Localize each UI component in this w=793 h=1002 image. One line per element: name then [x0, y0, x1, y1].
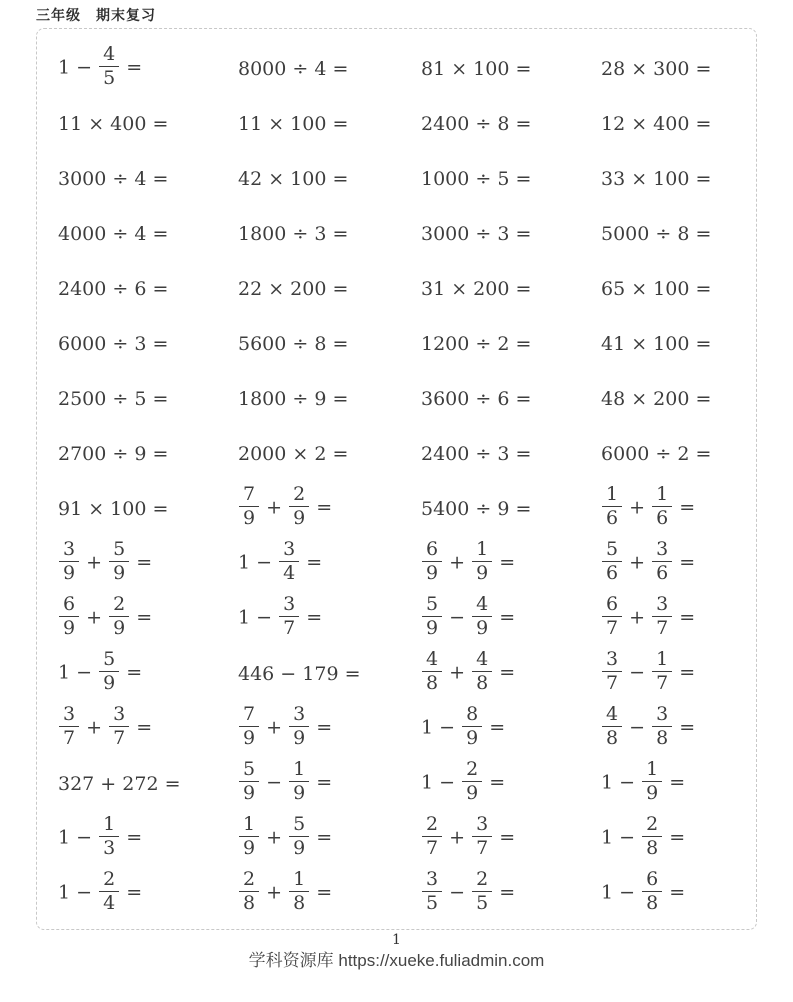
fraction: $\frac{1}{9}$: [472, 539, 492, 584]
fraction: $\frac{6}{8}$: [642, 869, 662, 914]
math-problem: 65 × 100 =: [601, 277, 712, 300]
math-problem: 22 × 200 =: [238, 277, 349, 300]
fraction: $\frac{1}{7}$: [652, 649, 672, 694]
fraction: $\frac{6}{9}$: [59, 594, 79, 639]
math-problem: 2700 ÷ 9 =: [58, 442, 169, 465]
fraction: $\frac{5}{9}$: [422, 594, 442, 639]
fraction: $\frac{3}{7}$: [59, 704, 79, 749]
math-problem: 42 × 100 =: [238, 167, 349, 190]
math-problem: 81 × 100 =: [421, 57, 532, 80]
fraction: $\frac{1}{3}$: [99, 814, 119, 859]
math-problem: 12 × 400 =: [601, 112, 712, 135]
math-problem: $\frac{3}{7}$ + $\frac{3}{7}$ =: [58, 706, 238, 751]
fraction: $\frac{1}{6}$: [602, 484, 622, 529]
fraction: $\frac{3}{9}$: [289, 704, 309, 749]
math-problem: 327 + 272 =: [58, 772, 181, 795]
math-problem: $\frac{2}{8}$ + $\frac{1}{8}$ =: [238, 871, 421, 916]
math-problem: 28 × 300 =: [601, 57, 712, 80]
math-problem: 1000 ÷ 5 =: [421, 167, 532, 190]
math-problem: 2400 ÷ 3 =: [421, 442, 532, 465]
math-problem: 1 − $\frac{3}{7}$ =: [238, 593, 323, 639]
math-problem: 4000 ÷ 4 =: [58, 222, 169, 245]
fraction: $\frac{5}{9}$: [109, 539, 129, 584]
math-problem: $\frac{2}{7}$ + $\frac{3}{7}$ =: [421, 816, 601, 861]
math-problem: 8000 ÷ 4 =: [238, 57, 349, 80]
math-problem: 1 − $\frac{1}{3}$ =: [58, 813, 143, 859]
page-footer: [0, 932, 793, 972]
math-problem: $\frac{3}{7}$ − $\frac{1}{7}$ =: [601, 651, 756, 696]
math-problem: 1 − $\frac{2}{9}$ =: [421, 758, 506, 804]
math-problem: $\frac{5}{6}$ + $\frac{3}{6}$ =: [601, 541, 756, 586]
fraction: $\frac{1}{9}$: [239, 814, 259, 859]
math-problem: 1800 ÷ 3 =: [238, 222, 349, 245]
math-problem: $\frac{7}{9}$ + $\frac{3}{9}$ =: [238, 706, 421, 751]
math-problem: $\frac{6}{7}$ + $\frac{3}{7}$ =: [601, 596, 756, 641]
page-title: 三年级 期末复习: [36, 8, 156, 24]
math-problem: $\frac{1}{9}$ + $\frac{5}{9}$ =: [238, 816, 421, 861]
math-problem: 11 × 400 =: [58, 112, 169, 135]
math-problem: 1 − $\frac{2}{8}$ =: [601, 813, 686, 859]
fraction: $\frac{2}{4}$: [99, 869, 119, 914]
math-problem: 3600 ÷ 6 =: [421, 387, 532, 410]
math-problem: 1 − $\frac{8}{9}$ =: [421, 703, 506, 749]
math-problem: 11 × 100 =: [238, 112, 349, 135]
fraction: $\frac{2}{5}$: [472, 869, 492, 914]
fraction: $\frac{5}{9}$: [239, 759, 259, 804]
math-problem: 41 × 100 =: [601, 332, 712, 355]
fraction: $\frac{3}{7}$: [472, 814, 492, 859]
math-problem: 3000 ÷ 3 =: [421, 222, 532, 245]
fraction: $\frac{4}{8}$: [422, 649, 442, 694]
source-credit: 学科资源库 https://xueke.fuliadmin.com: [248, 950, 545, 970]
math-problem: 31 × 200 =: [421, 277, 532, 300]
fraction: $\frac{3}{4}$: [279, 539, 299, 584]
fraction: $\frac{3}{5}$: [422, 869, 442, 914]
fraction: $\frac{8}{9}$: [462, 704, 482, 749]
math-problem: 2000 × 2 =: [238, 442, 349, 465]
fraction: $\frac{3}{8}$: [652, 704, 672, 749]
math-problem: 1800 ÷ 9 =: [238, 387, 349, 410]
fraction: $\frac{2}{7}$: [422, 814, 442, 859]
fraction: $\frac{3}{7}$: [109, 704, 129, 749]
fraction: $\frac{3}{7}$: [279, 594, 299, 639]
math-problem: $\frac{3}{5}$ − $\frac{2}{5}$ =: [421, 871, 601, 916]
worksheet-border-box: [36, 28, 757, 930]
fraction: $\frac{1}{9}$: [642, 759, 662, 804]
math-problem: $\frac{4}{8}$ − $\frac{3}{8}$ =: [601, 706, 756, 751]
math-problem: 1 − $\frac{6}{8}$ =: [601, 868, 686, 914]
math-problem: 33 × 100 =: [601, 167, 712, 190]
fraction: $\frac{5}{6}$: [602, 539, 622, 584]
math-problem: 91 × 100 =: [58, 497, 169, 520]
math-problem: 3000 ÷ 4 =: [58, 167, 169, 190]
fraction: $\frac{2}{9}$: [289, 484, 309, 529]
fraction: $\frac{4}{5}$: [99, 44, 119, 89]
fraction: $\frac{5}{9}$: [99, 649, 119, 694]
fraction: $\frac{4}{8}$: [472, 649, 492, 694]
math-problem: 5000 ÷ 8 =: [601, 222, 712, 245]
math-problem: 1 − $\frac{2}{4}$ =: [58, 868, 143, 914]
problems-grid: [37, 29, 756, 921]
fraction: $\frac{4}{8}$: [602, 704, 622, 749]
fraction: $\frac{1}{8}$: [289, 869, 309, 914]
fraction: $\frac{6}{9}$: [422, 539, 442, 584]
math-problem: 6000 ÷ 2 =: [601, 442, 712, 465]
math-problem: 1 − $\frac{5}{9}$ =: [58, 648, 143, 694]
math-problem: 6000 ÷ 3 =: [58, 332, 169, 355]
math-problem: 5400 ÷ 9 =: [421, 497, 532, 520]
math-problem: 2400 ÷ 6 =: [58, 277, 169, 300]
fraction: $\frac{2}{9}$: [462, 759, 482, 804]
fraction: $\frac{7}{9}$: [239, 484, 259, 529]
math-problem: 1 − $\frac{4}{5}$ =: [58, 43, 143, 89]
fraction: $\frac{3}{7}$: [602, 649, 622, 694]
math-problem: $\frac{6}{9}$ + $\frac{1}{9}$ =: [421, 541, 601, 586]
fraction: $\frac{1}{9}$: [289, 759, 309, 804]
math-problem: 1 − $\frac{1}{9}$ =: [601, 758, 686, 804]
math-problem: $\frac{5}{9}$ − $\frac{4}{9}$ =: [421, 596, 601, 641]
math-problem: 2500 ÷ 5 =: [58, 387, 169, 410]
math-problem: $\frac{5}{9}$ − $\frac{1}{9}$ =: [238, 761, 421, 806]
math-problem: $\frac{1}{6}$ + $\frac{1}{6}$ =: [601, 486, 756, 531]
fraction: $\frac{2}{8}$: [239, 869, 259, 914]
math-problem: 5600 ÷ 8 =: [238, 332, 349, 355]
math-problem: $\frac{6}{9}$ + $\frac{2}{9}$ =: [58, 596, 238, 641]
fraction: $\frac{6}{7}$: [602, 594, 622, 639]
math-problem: 48 × 200 =: [601, 387, 712, 410]
fraction: $\frac{4}{9}$: [472, 594, 492, 639]
math-problem: 1 − $\frac{3}{4}$ =: [238, 538, 323, 584]
fraction: $\frac{3}{7}$: [652, 594, 672, 639]
math-problem: $\frac{3}{9}$ + $\frac{5}{9}$ =: [58, 541, 238, 586]
math-problem: $\frac{7}{9}$ + $\frac{2}{9}$ =: [238, 486, 421, 531]
fraction: $\frac{7}{9}$: [239, 704, 259, 749]
fraction: $\frac{5}{9}$: [289, 814, 309, 859]
fraction: $\frac{1}{6}$: [652, 484, 672, 529]
math-problem: 2400 ÷ 8 =: [421, 112, 532, 135]
page-number: 1: [392, 932, 401, 948]
fraction: $\frac{3}{9}$: [59, 539, 79, 584]
math-problem: $\frac{4}{8}$ + $\frac{4}{8}$ =: [421, 651, 601, 696]
math-problem: 446 − 179 =: [238, 662, 361, 685]
fraction: $\frac{3}{6}$: [652, 539, 672, 584]
fraction: $\frac{2}{8}$: [642, 814, 662, 859]
fraction: $\frac{2}{9}$: [109, 594, 129, 639]
math-problem: 1200 ÷ 2 =: [421, 332, 532, 355]
